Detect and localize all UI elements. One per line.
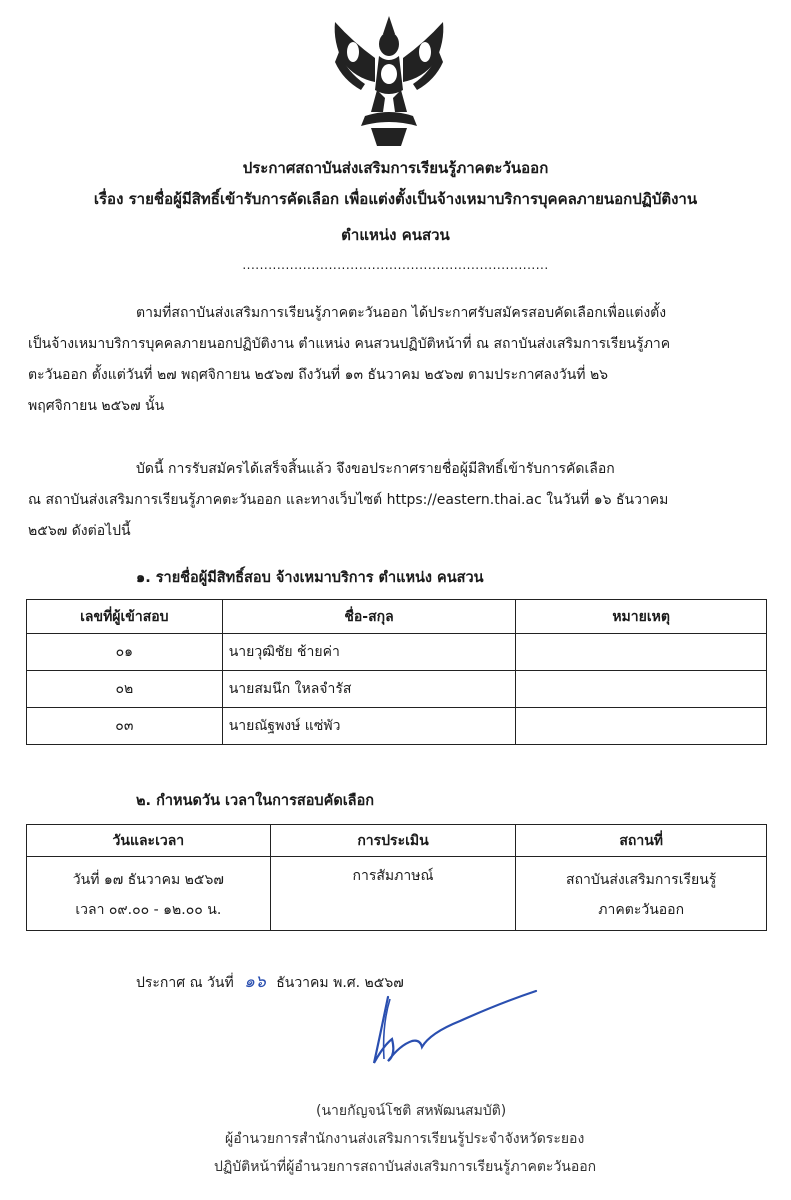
place-line1: สถาบันส่งเสริมการเรียนรู้ <box>566 872 717 888</box>
table-row <box>27 671 767 708</box>
col-header-place: สถานที่ <box>516 825 767 857</box>
candidate-note <box>516 634 767 671</box>
candidate-name: นายสมนึก ใหลจำรัส <box>222 671 516 708</box>
schedule-datetime <box>27 857 271 931</box>
garuda-emblem <box>325 12 453 150</box>
announce-day: ๑๖ <box>244 972 266 992</box>
schedule-place <box>516 857 767 931</box>
candidate-name: นายวุฒิชัย ช้ายค่า <box>222 634 516 671</box>
col-header-name: ชื่อ-สกุล <box>222 600 516 634</box>
separator: ....................................................................... <box>242 258 549 272</box>
announcement-title: ประกาศสถาบันส่งเสริมการเรียนรู้ภาคตะวันออก <box>242 159 549 177</box>
para2-line2: ณ สถาบันส่งเสริมการเรียนรู้ภาคตะวันออก และทางเว็บไซต์ https://eastern.thai.ac ในวันที่ ๑๖ ธันวาคม <box>28 492 669 508</box>
col-header-number: เลขที่ผู้เข้าสอบ <box>27 600 223 634</box>
place-line2: ภาคตะวันออก <box>598 902 685 918</box>
col-header-datetime: วันและเวลา <box>27 825 271 857</box>
candidate-name: นายณัฐพงษ์ แซ่พัว <box>222 708 516 745</box>
signatory-title2: ปฏิบัติหน้าที่ผู้อำนวยการสถาบันส่งเสริมการเรียนรู้ภาคตะวันออก <box>214 1159 597 1175</box>
schedule-table <box>26 824 767 931</box>
table-row <box>27 708 767 745</box>
para2-line1: บัดนี้ การรับสมัครได้เสร็จสิ้นแล้ว จึงขอประกาศรายชื่อผู้มีสิทธิ์เข้ารับการคัดเลือก <box>136 461 615 477</box>
schedule-method: การสัมภาษณ์ <box>270 857 516 931</box>
para1-line2: เป็นจ้างเหมาบริการบุคคลภายนอกปฏิบัติงาน ตำแหน่ง คนสวนปฏิบัติหน้าที่ ณ สถาบันส่งเสริมการเรียนรู้ภาค <box>28 336 671 352</box>
candidates-table <box>26 599 767 745</box>
announce-suffix: ธันวาคม พ.ศ. ๒๕๖๗ <box>276 975 404 991</box>
para1-line3: ตะวันออก ตั้งแต่วันที่ ๒๗ พฤศจิกายน ๒๕๖๗ ถึงวันที่ ๑๓ ธันวาคม ๒๕๖๗ ตามประกาศลงวันที่ ๒๖ <box>28 367 609 383</box>
para1-line4: พฤศจิกายน ๒๕๖๗ นั้น <box>28 398 165 414</box>
announce-prefix: ประกาศ ณ วันที่ <box>136 975 234 991</box>
section2-heading: ๒. กำหนดวัน เวลาในการสอบคัดเลือก <box>136 793 375 809</box>
para1-line1: ตามที่สถาบันส่งเสริมการเรียนรู้ภาคตะวันออก ได้ประกาศรับสมัครสอบคัดเลือกเพื่อแต่งตั้ง <box>136 305 667 321</box>
para2-line3: ๒๕๖๗ ดังต่อไปนี้ <box>28 523 131 539</box>
signature-mark <box>360 985 540 1075</box>
table-row <box>27 857 767 931</box>
col-header-method: การประเมิน <box>270 825 516 857</box>
signatory-name: (นายกัญจน์โชติ สหพัฒนสมบัติ) <box>316 1103 507 1119</box>
candidate-number: ๐๒ <box>27 671 223 708</box>
schedule-time: เวลา ๐๙.๐๐ - ๑๒.๐๐ น. <box>75 902 222 918</box>
schedule-date: วันที่ ๑๗ ธันวาคม ๒๕๖๗ <box>72 872 224 888</box>
candidate-number: ๐๓ <box>27 708 223 745</box>
section1-heading: ๑. รายชื่อผู้มีสิทธิ์สอบ จ้างเหมาบริการ ตำแหน่ง คนสวน <box>136 570 484 586</box>
candidate-note <box>516 708 767 745</box>
candidate-note <box>516 671 767 708</box>
signatory-title1: ผู้อำนวยการสำนักงานส่งเสริมการเรียนรู้ประจำจังหวัดระยอง <box>225 1131 585 1147</box>
table-row <box>27 634 767 671</box>
candidate-number: ๐๑ <box>27 634 223 671</box>
subject-line: เรื่อง รายชื่อผู้มีสิทธิ์เข้ารับการคัดเลือก เพื่อแต่งตั้งเป็นจ้างเหมาบริการบุคคลภายนอกปฏิบัติงาน <box>93 190 698 208</box>
position-line: ตำแหน่ง คนสวน <box>341 226 450 244</box>
col-header-note: หมายเหตุ <box>516 600 767 634</box>
